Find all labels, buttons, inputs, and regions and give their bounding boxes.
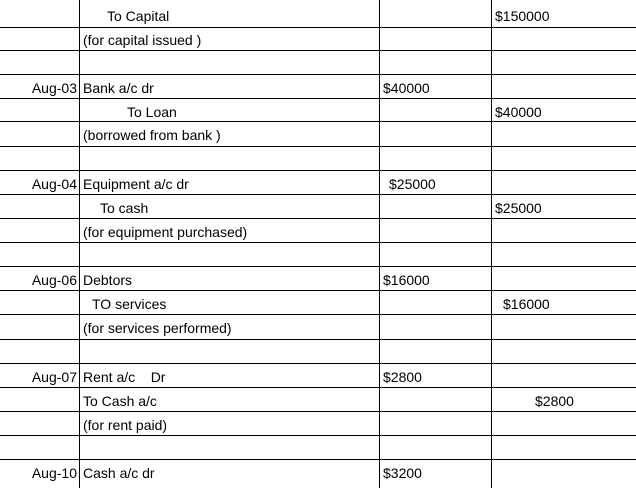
grid-hline — [0, 290, 636, 291]
credit-cell: $40000 — [495, 104, 542, 120]
grid-hline — [0, 121, 636, 122]
narration-cell: (borrowed from bank ) — [83, 127, 221, 143]
grid-hline — [0, 50, 636, 51]
particular-cell: Cash a/c dr — [83, 465, 155, 481]
grid-hline — [0, 314, 636, 315]
particular-cell: To cash — [100, 200, 149, 216]
grid-hline — [0, 266, 636, 267]
particular-cell: Rent a/c Dr — [83, 369, 166, 385]
grid-hline — [0, 339, 636, 340]
grid-hline — [0, 459, 636, 460]
date-cell: Aug-03 — [31, 80, 77, 96]
debit-cell: $3200 — [383, 465, 422, 481]
grid-hline — [0, 27, 636, 28]
grid-hline — [0, 98, 636, 99]
grid-hline — [0, 411, 636, 412]
debit-cell: $16000 — [383, 272, 430, 288]
grid-hline — [0, 242, 636, 243]
date-cell: Aug-07 — [31, 369, 77, 385]
particular-cell: To Capital — [107, 8, 170, 24]
narration-cell: (for equipment purchased) — [83, 224, 248, 240]
debit-cell: $2800 — [383, 369, 422, 385]
credit-cell: $16000 — [503, 296, 550, 312]
credit-cell: $2800 — [535, 393, 574, 409]
grid-hline — [0, 218, 636, 219]
grid-hline — [0, 363, 636, 364]
grid-hline — [0, 146, 636, 147]
date-cell: Aug-10 — [31, 465, 77, 481]
particular-cell: Debtors — [83, 272, 133, 288]
grid-hline — [0, 194, 636, 195]
date-cell: Aug-04 — [31, 176, 77, 192]
particular-cell: Bank a/c dr — [83, 80, 154, 96]
narration-cell: (for capital issued ) — [83, 32, 202, 48]
debit-cell: $25000 — [389, 176, 436, 192]
grid-hline — [0, 435, 636, 436]
credit-cell: $25000 — [495, 200, 542, 216]
narration-cell: (for rent paid) — [83, 417, 168, 433]
credit-cell: $150000 — [495, 8, 550, 24]
grid-hline — [0, 387, 636, 388]
grid-hline — [0, 170, 636, 171]
date-cell: Aug-06 — [31, 272, 77, 288]
particular-cell: To Loan — [127, 104, 177, 120]
narration-cell: (for services performed) — [83, 320, 232, 336]
debit-cell: $40000 — [383, 80, 430, 96]
particular-cell: Equipment a/c dr — [83, 176, 189, 192]
grid-hline — [0, 74, 636, 75]
particular-cell: To Cash a/c — [83, 393, 157, 409]
particular-cell: TO services — [92, 296, 167, 312]
